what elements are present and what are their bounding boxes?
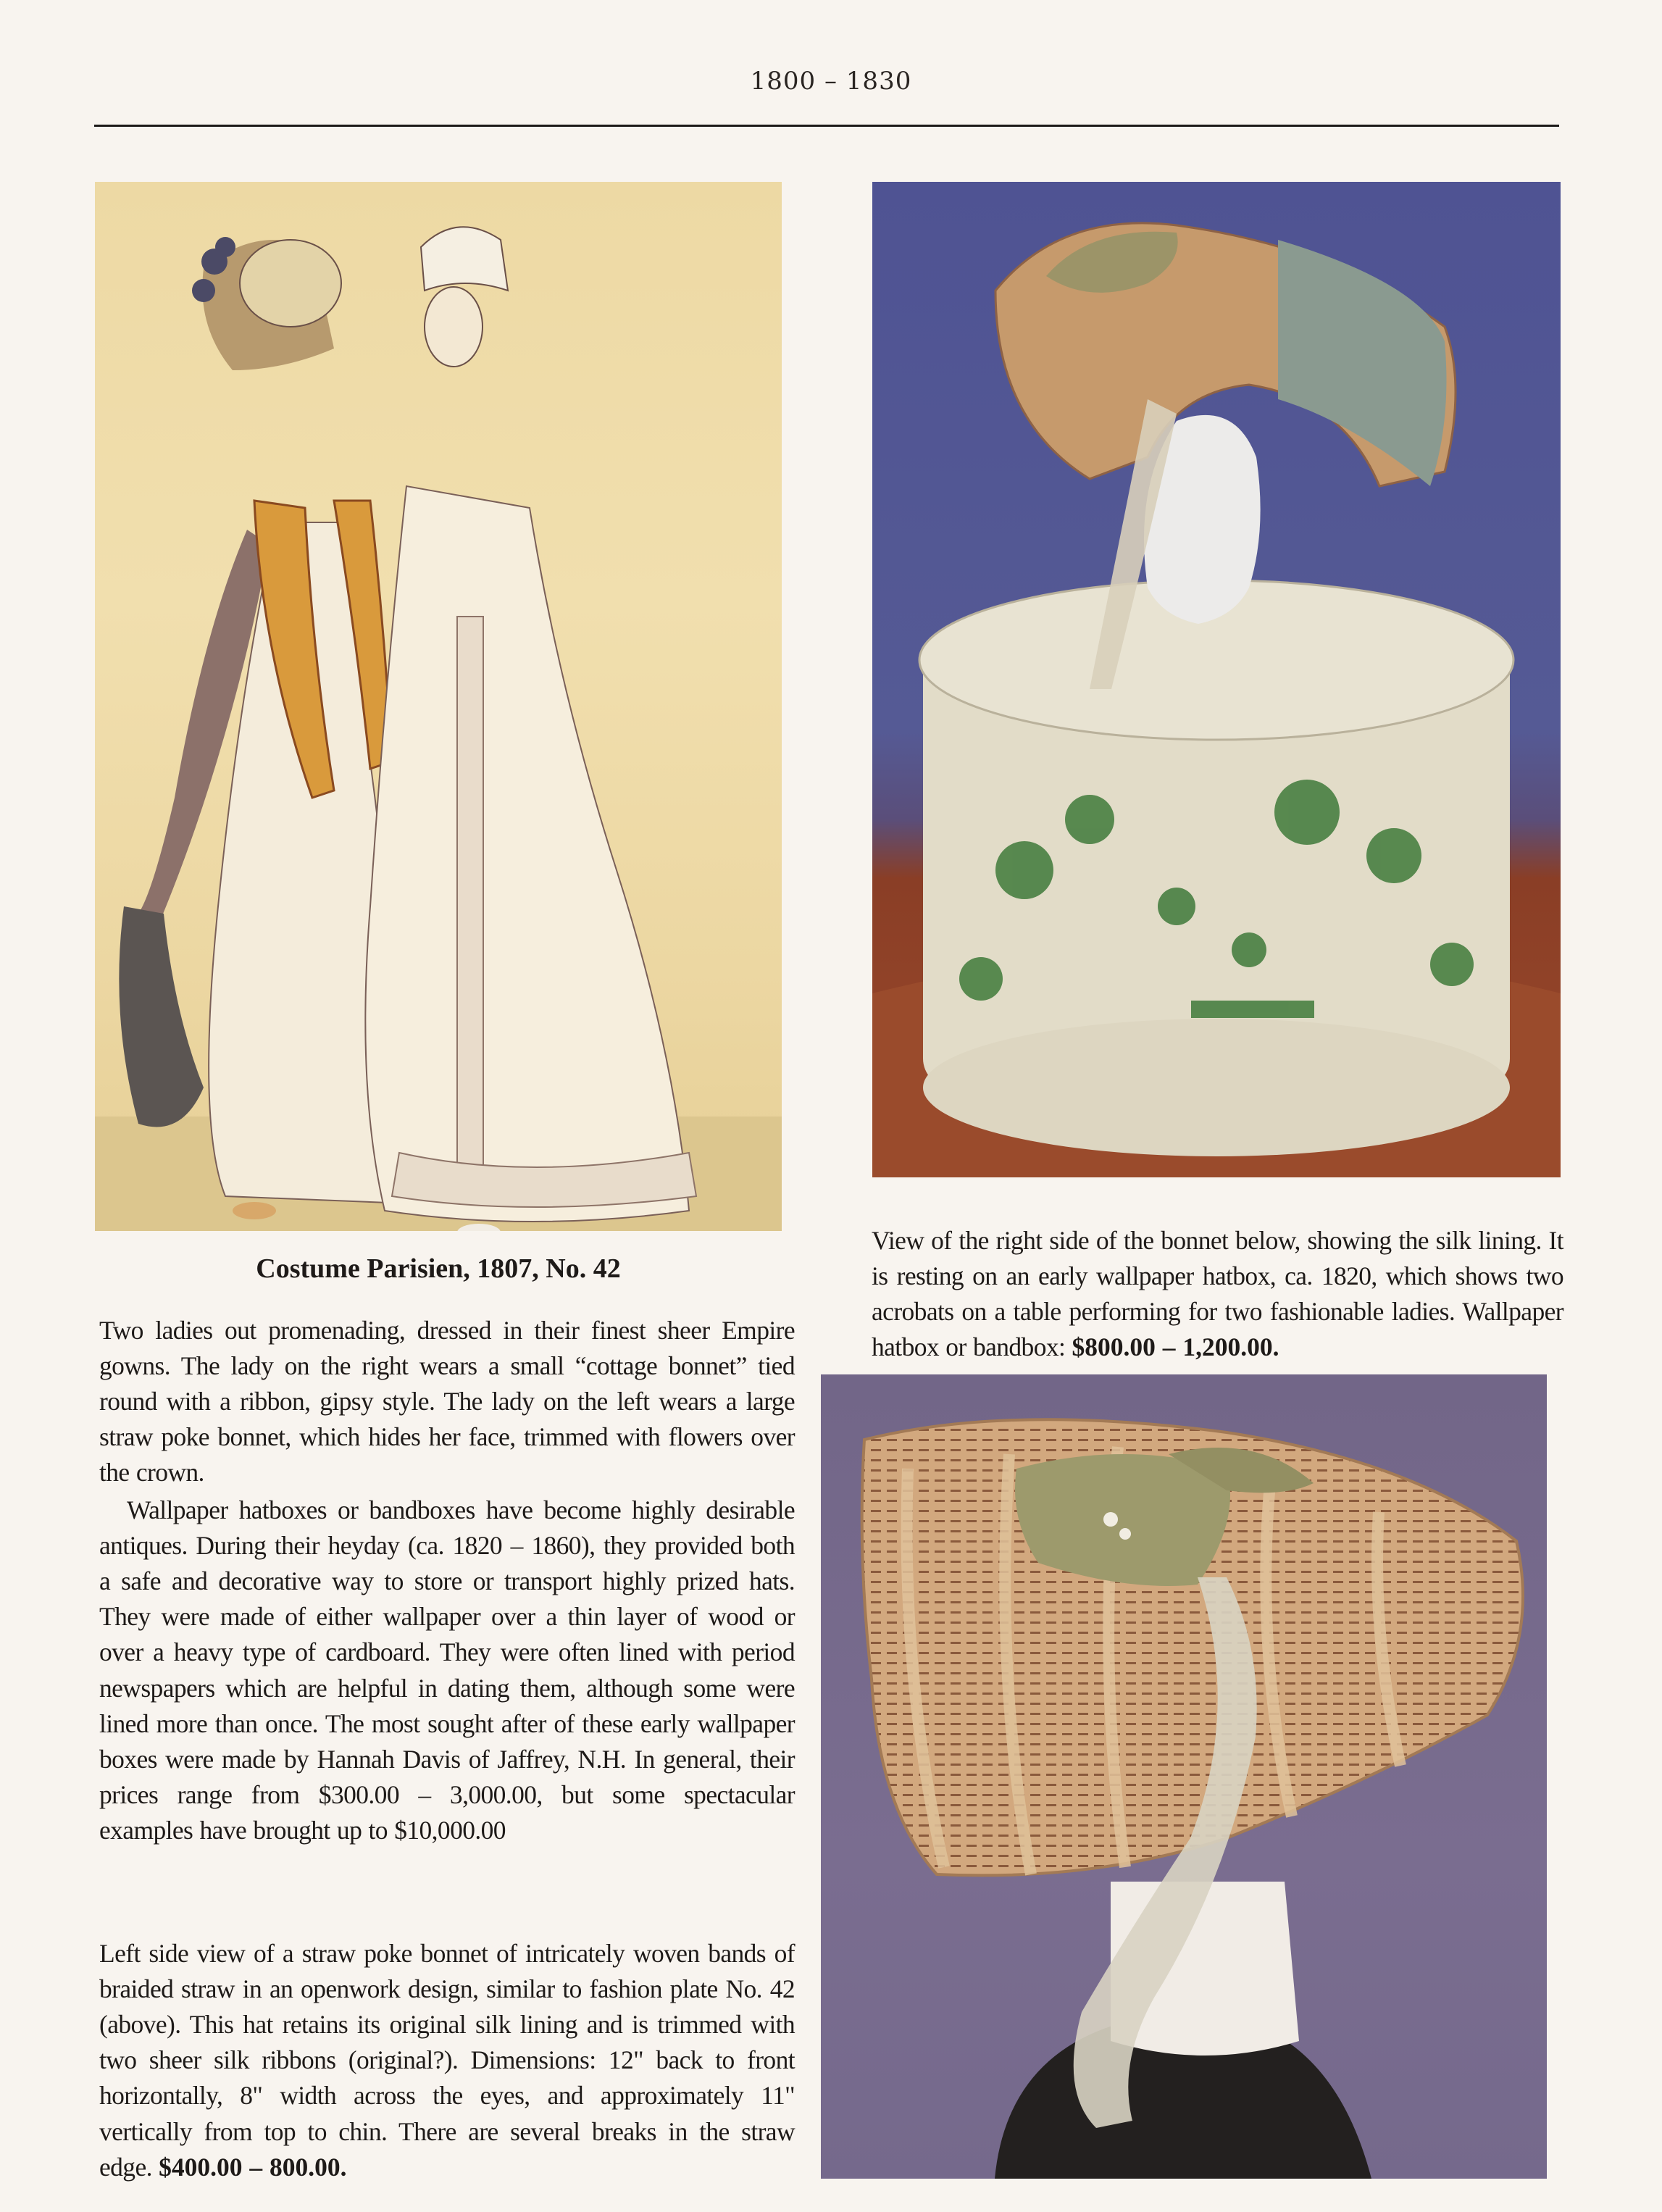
bonnet-price: $400.00 – 800.00. [159, 2152, 347, 2182]
fashion-plate-image [95, 182, 782, 1231]
running-head: 1800 – 1830 [750, 67, 912, 96]
hatbox-bonnet-photo [872, 182, 1561, 1177]
hatbox-caption-text: View of the right side of the bonnet below, showing the silk lining. It is resting on an early wallpaper hatbox, ca. 1820, which shows two acrobats on a table performing for two fashionable ladies. Wallpaper hatbox or bandbox: [872, 1225, 1563, 1362]
bonnet-photo-illustration [821, 1374, 1547, 2179]
hatbox-caption [872, 1223, 1563, 1366]
plate-caption-title: Costume Parisien, 1807, No. 42 [256, 1253, 621, 1284]
straw-bonnet-photo [821, 1374, 1547, 2179]
header-rule [94, 125, 1559, 127]
plate-caption-text: Two ladies out promenading, dressed in their finest sheer Empire gowns. The lady on the right wears a small “cottage bonnet” tied round with a ribbon, gipsy style. The lady on the left wears a large straw poke bonnet, which hides her face, trimmed with flowers over the crown. [99, 1315, 795, 1487]
hatbox-photo-illustration [872, 182, 1561, 1177]
bonnet-caption [99, 1936, 795, 2185]
hatbox-history-paragraph: Wallpaper hatboxes or bandboxes have become highly desirable antiques. During their heyday (ca. 1820 – 1860), they provided both a safe and decorative way to store or transport highly prized hats. They were made of either wallpaper over a thin layer of wood or over a heavy type of cardboard. They were often lined with period newspapers which are helpful in dating them, although some were lined more than once. The most sought after of these early wallpaper boxes were made by Hannah Davis of Jaffrey, N.H. In general, their prices range from $300.00 – 3,000.00, but some spectacular examples have brought up to $10,000.00 [99, 1495, 795, 1845]
hatbox-price: $800.00 – 1,200.00. [1072, 1332, 1279, 1362]
bonnet-caption-text: Left side view of a straw poke bonnet of intricately woven bands of braided straw in an openwork design, similar to fashion plate No. 42 (above). This hat retains its original silk lining and is trimmed with two sheer silk ribbons (original?). Dimensions: 12" back to front horizontally, 8" width across the eyes, and approximately 11" vertically from top to chin. There are several breaks in the straw edge. [99, 1938, 795, 2182]
fashion-plate-illustration [95, 182, 782, 1231]
